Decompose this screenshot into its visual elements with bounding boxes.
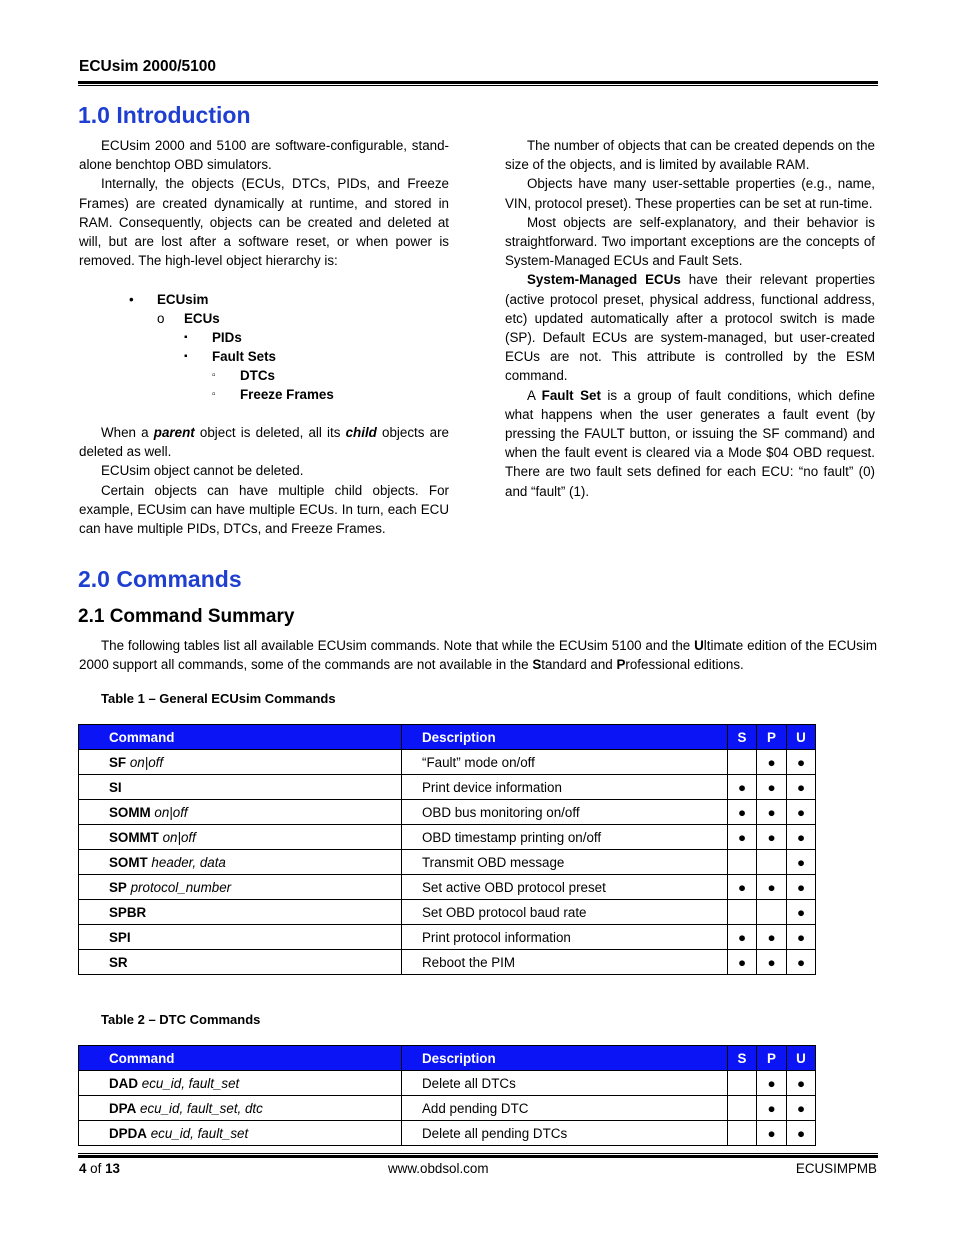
command-args: on|off (154, 804, 188, 820)
paragraph (505, 270, 875, 385)
text-run: P (616, 657, 626, 673)
column-header-p: P (757, 725, 787, 750)
edition-p-cell: ● (757, 775, 787, 800)
bullet-icon: • (129, 292, 134, 307)
section-heading-commands: 2.0 Commands (78, 566, 242, 592)
edition-s-cell (728, 900, 757, 925)
column-header-s: S (728, 1046, 757, 1071)
column-header-s: S (728, 725, 757, 750)
edition-s-cell (728, 750, 757, 775)
table-row (79, 1071, 816, 1096)
description-cell: Reboot the PIM (402, 950, 728, 975)
text-run: is a group of fault conditions, which define what happens when the user generates a fault event (by pressing the FAULT button, or issuing the SF command) and when the fault event is cleared via a Mode $04 OBD request. There are two fault sets defined for each ECU: “no fault” (0) and “fault” (1). (505, 387, 875, 499)
list-item: DTCs (240, 368, 275, 383)
edition-s-cell: ● (728, 825, 757, 850)
column-header-description: Description (402, 1046, 728, 1071)
command-name: SPBR (109, 904, 147, 920)
text-run: of (86, 1161, 106, 1176)
table-row (79, 825, 816, 850)
edition-u-cell: ● (787, 775, 816, 800)
command-name: SOMT (109, 854, 148, 870)
command-cell (79, 750, 402, 775)
description-cell: Print protocol information (402, 925, 728, 950)
edition-u-cell: ● (787, 800, 816, 825)
list-item: ECUsim (157, 292, 209, 307)
edition-p-cell: ● (757, 1121, 787, 1146)
command-name: DPDA (109, 1125, 147, 1141)
page-number (79, 1161, 120, 1176)
footer-rule-thin (78, 1153, 878, 1154)
table1-caption: Table 1 – General ECUsim Commands (101, 691, 336, 706)
command-name: DAD (109, 1075, 139, 1091)
table-row (79, 800, 816, 825)
paragraph (79, 636, 877, 674)
edition-s-cell: ● (728, 925, 757, 950)
command-name: SF (109, 754, 127, 770)
table-row (79, 1096, 816, 1121)
table-row (79, 1121, 816, 1146)
edition-u-cell: ● (787, 925, 816, 950)
command-summary-intro (79, 636, 877, 674)
edition-u-cell: ● (787, 825, 816, 850)
text-run: child (345, 425, 377, 440)
edition-p-cell: ● (757, 875, 787, 900)
bullet-icon: ▪ (184, 351, 188, 362)
current-page: 4 (79, 1161, 87, 1176)
total-pages: 13 (105, 1161, 120, 1176)
footer-doc-id: ECUSIMPMB (795, 1161, 877, 1176)
table-header-row (79, 1046, 816, 1071)
bullet-icon: ▫ (212, 370, 216, 381)
bullet-icon: o (157, 311, 165, 326)
edition-s-cell: ● (728, 875, 757, 900)
header-rule (78, 81, 878, 84)
table-row (79, 750, 816, 775)
list-item: ECUs (184, 311, 220, 326)
table-row (79, 775, 816, 800)
table-row (79, 900, 816, 925)
intro-left-column-lower (79, 423, 449, 538)
text-run: have their relevant properties (active protocol preset, physical address, functional address, etc) updated automatically after a protocol switch is made (SP). Default ECUs are system-managed, but user-created ECUs are not. This attribute is controlled by the ESM command. (505, 272, 875, 384)
command-name: SI (109, 779, 122, 795)
command-args: header, data (151, 854, 226, 870)
command-args: on|off (162, 829, 196, 845)
edition-p-cell: ● (757, 825, 787, 850)
list-item: PIDs (212, 330, 242, 345)
command-name: SP (109, 879, 127, 895)
column-header-command: Command (79, 1046, 402, 1071)
text-run: object is deleted, all its (194, 425, 346, 440)
command-cell (79, 775, 402, 800)
paragraph: Internally, the objects (ECUs, DTCs, PIDs, and Freeze Frames) are created dynamically at runtime, and stored in RAM. Consequently, objects can be created and deleted at will, but are lost after a software reset, or when power is removed. The high-level object hierarchy is: (79, 176, 449, 269)
description-cell: OBD bus monitoring on/off (402, 800, 728, 825)
command-args: ecu_id, fault_set (141, 1075, 240, 1091)
text-run: S (532, 657, 542, 673)
command-args: ecu_id, fault_set (150, 1125, 249, 1141)
bullet-icon: ▪ (184, 332, 188, 343)
list-item: Freeze Frames (240, 387, 334, 402)
description-cell: OBD timestamp printing on/off (402, 825, 728, 850)
edition-u-cell: ● (787, 1071, 816, 1096)
command-cell (79, 950, 402, 975)
subsection-heading-command-summary: 2.1 Command Summary (78, 606, 295, 627)
edition-u-cell: ● (787, 900, 816, 925)
paragraph (505, 386, 875, 501)
footer-url: www.obdsol.com (388, 1161, 489, 1176)
paragraph: The number of objects that can be created depends on the size of the objects, and is limited by available RAM. (505, 138, 875, 173)
text-run: ltimate edition of the ECUsim 2000 support all commands, some of the commands are not available in the (79, 638, 877, 673)
description-cell: Set OBD protocol baud rate (402, 900, 728, 925)
table-row (79, 925, 816, 950)
edition-u-cell: ● (787, 1121, 816, 1146)
edition-u-cell: ● (787, 850, 816, 875)
text-run: tandard and (541, 657, 617, 673)
command-name: SOMM (109, 804, 151, 820)
edition-u-cell: ● (787, 950, 816, 975)
column-header-command: Command (79, 725, 402, 750)
text-run: System-Managed ECUs (527, 272, 681, 288)
command-name: SOMMT (109, 829, 159, 845)
edition-s-cell (728, 1121, 757, 1146)
intro-right-column (505, 136, 875, 501)
edition-u-cell: ● (787, 1096, 816, 1121)
paragraph (79, 423, 449, 461)
command-name: DPA (109, 1100, 137, 1116)
edition-s-cell: ● (728, 800, 757, 825)
edition-p-cell: ● (757, 950, 787, 975)
text-run: The following tables list all available ECUsim commands. Note that while the ECUsim 5100 and the (101, 638, 695, 653)
command-cell (79, 1121, 402, 1146)
document-header-title: ECUsim 2000/5100 (79, 58, 217, 75)
command-cell (79, 1071, 402, 1096)
general-commands-table (78, 724, 816, 975)
column-header-u: U (787, 1046, 816, 1071)
edition-s-cell: ● (728, 775, 757, 800)
edition-p-cell: ● (757, 925, 787, 950)
paragraph: ECUsim 2000 and 5100 are software-configurable, stand-alone benchtop OBD simulators. (79, 138, 449, 173)
command-cell (79, 850, 402, 875)
description-cell: Delete all DTCs (402, 1071, 728, 1096)
edition-p-cell: ● (757, 800, 787, 825)
command-cell (79, 825, 402, 850)
table-row (79, 950, 816, 975)
edition-s-cell (728, 1071, 757, 1096)
command-name: SPI (109, 929, 131, 945)
command-args: on|off (129, 754, 164, 770)
command-name: SR (109, 954, 128, 970)
command-cell (79, 875, 402, 900)
intro-left-column (79, 136, 449, 270)
paragraph: Most objects are self-explanatory, and their behavior is straightforward. Two important exceptions are the concepts of System-Managed ECUs and Fault Sets. (505, 214, 875, 269)
command-cell (79, 925, 402, 950)
edition-s-cell: ● (728, 950, 757, 975)
edition-p-cell: ● (757, 1071, 787, 1096)
paragraph: Objects have many user-settable properties (e.g., name, VIN, protocol preset). These properties can be set at run-time. (505, 176, 875, 211)
description-cell: Set active OBD protocol preset (402, 875, 728, 900)
command-cell (79, 1096, 402, 1121)
column-header-description: Description (402, 725, 728, 750)
description-cell: “Fault” mode on/off (402, 750, 728, 775)
edition-s-cell (728, 850, 757, 875)
column-header-p: P (757, 1046, 787, 1071)
description-cell: Print device information (402, 775, 728, 800)
edition-p-cell (757, 850, 787, 875)
edition-u-cell: ● (787, 750, 816, 775)
footer-rule (78, 1155, 878, 1158)
text-run: When a (101, 425, 154, 440)
list-item: Fault Sets (212, 349, 276, 364)
text-run: parent (153, 425, 195, 440)
edition-p-cell: ● (757, 1096, 787, 1121)
column-header-u: U (787, 725, 816, 750)
text-run: objects are deleted as well. (79, 425, 449, 460)
text-run: Fault Set (541, 387, 601, 403)
text-run: U (694, 638, 704, 653)
paragraph: Certain objects can have multiple child objects. For example, ECUsim can have multiple ECUs. In turn, each ECU can have multiple PIDs, DTCs, and Freeze Frames. (79, 482, 449, 537)
edition-p-cell (757, 900, 787, 925)
edition-p-cell: ● (757, 750, 787, 775)
dtc-commands-table (78, 1045, 816, 1146)
edition-s-cell (728, 1096, 757, 1121)
text-run: rofessional editions. (625, 657, 744, 673)
description-cell: Transmit OBD message (402, 850, 728, 875)
command-cell (79, 800, 402, 825)
description-cell: Add pending DTC (402, 1096, 728, 1121)
table-row (79, 850, 816, 875)
text-run: A (527, 387, 542, 403)
edition-u-cell: ● (787, 875, 816, 900)
table-header-row (79, 725, 816, 750)
command-args: protocol_number (130, 879, 232, 895)
command-cell (79, 900, 402, 925)
bullet-icon: ▫ (212, 389, 216, 400)
table-row (79, 875, 816, 900)
description-cell: Delete all pending DTCs (402, 1121, 728, 1146)
header-rule-thin (78, 85, 878, 86)
paragraph: ECUsim object cannot be deleted. (101, 463, 304, 479)
command-args: ecu_id, fault_set, dtc (140, 1100, 263, 1116)
table2-caption: Table 2 – DTC Commands (101, 1012, 261, 1027)
section-heading-introduction: 1.0 Introduction (78, 102, 251, 128)
